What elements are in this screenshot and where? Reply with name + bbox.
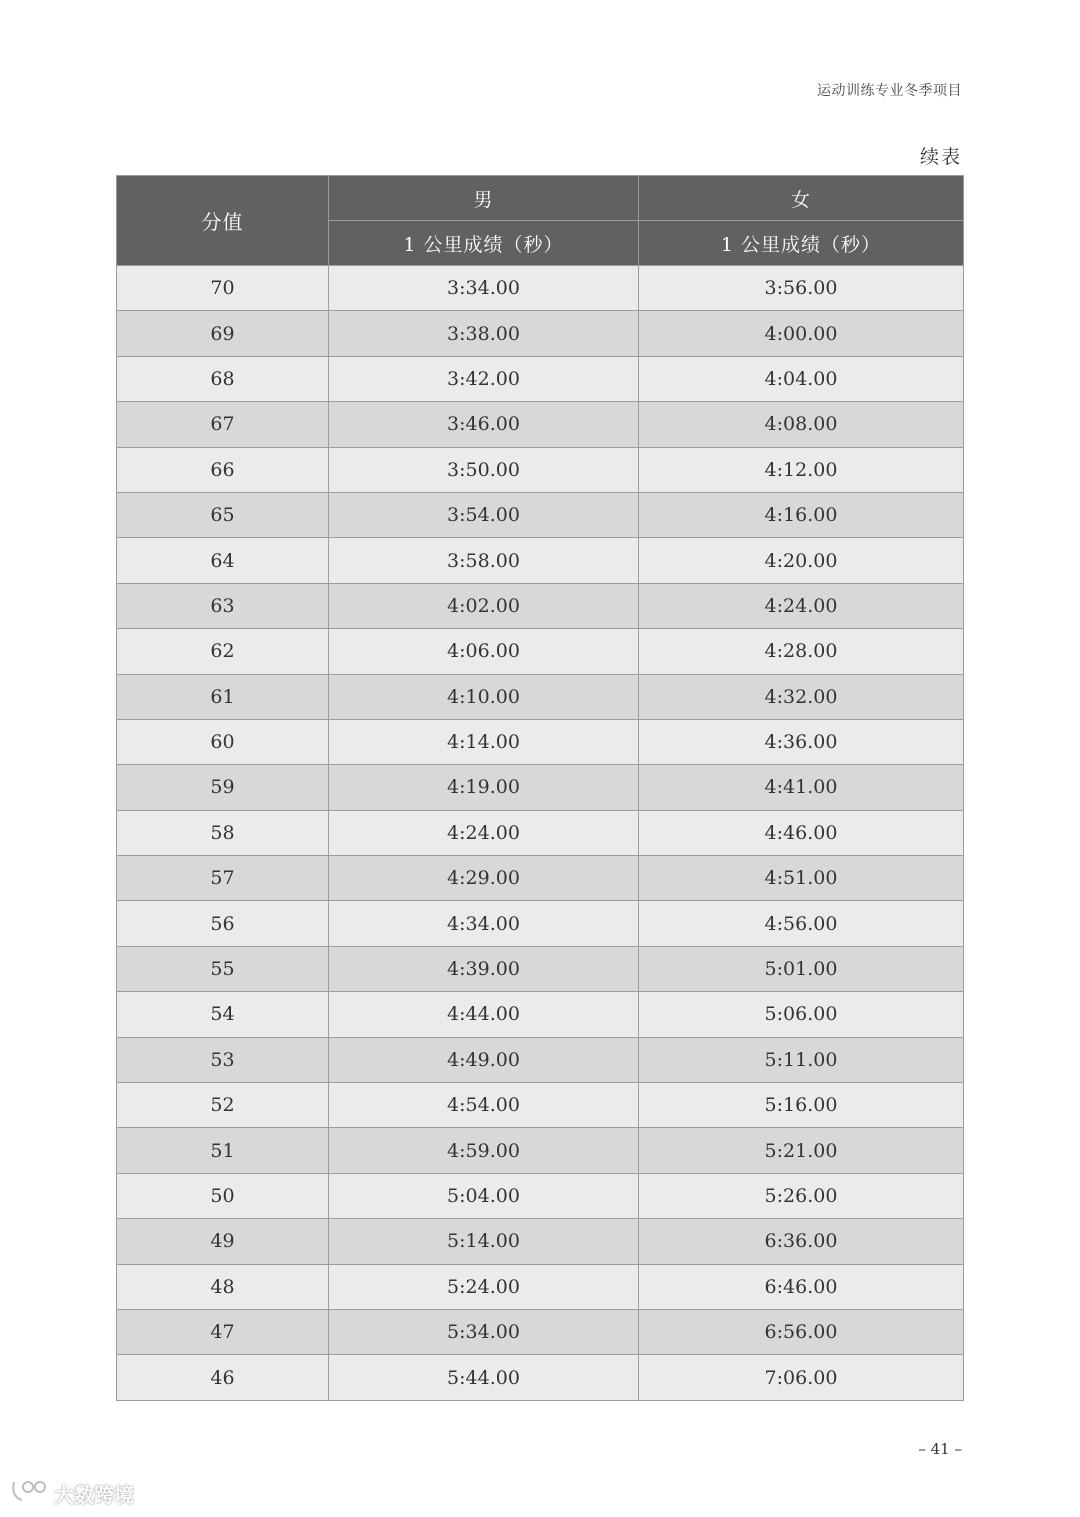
table-row: [117, 901, 964, 946]
female-time-cell: 6:36.00: [639, 1219, 964, 1264]
female-time-cell: 5:06.00: [639, 992, 964, 1037]
table-row: [117, 1173, 964, 1218]
table-row: [117, 1264, 964, 1309]
male-time-cell: 3:34.00: [329, 266, 639, 311]
score-cell: 63: [117, 583, 329, 628]
table-row: [117, 356, 964, 401]
score-cell: 70: [117, 266, 329, 311]
female-time-cell: 6:46.00: [639, 1264, 964, 1309]
score-cell: 52: [117, 1083, 329, 1128]
male-time-cell: 5:04.00: [329, 1173, 639, 1218]
table-row: [117, 629, 964, 674]
header-male: 男: [329, 176, 639, 221]
male-time-cell: 4:14.00: [329, 719, 639, 764]
male-time-cell: 4:10.00: [329, 674, 639, 719]
score-cell: 60: [117, 719, 329, 764]
male-time-cell: 4:19.00: [329, 765, 639, 810]
score-cell: 49: [117, 1219, 329, 1264]
female-time-cell: 4:56.00: [639, 901, 964, 946]
table-row: [117, 266, 964, 311]
table-body: [117, 266, 964, 1401]
running-header: 运动训练专业冬季项目: [817, 83, 962, 99]
female-time-cell: 4:41.00: [639, 765, 964, 810]
header-female: 女: [639, 176, 964, 221]
female-time-cell: 4:28.00: [639, 629, 964, 674]
header-male-metric: 1 公里成绩（秒）: [329, 221, 639, 266]
table-row: [117, 583, 964, 628]
score-cell: 59: [117, 765, 329, 810]
male-time-cell: 5:44.00: [329, 1355, 639, 1400]
continued-label: 续表: [919, 146, 962, 168]
score-cell: 69: [117, 311, 329, 356]
male-time-cell: 3:54.00: [329, 492, 639, 537]
table-row: [117, 492, 964, 537]
male-time-cell: 4:24.00: [329, 810, 639, 855]
male-time-cell: 3:38.00: [329, 311, 639, 356]
female-time-cell: 4:16.00: [639, 492, 964, 537]
table-row: [117, 719, 964, 764]
female-time-cell: 5:21.00: [639, 1128, 964, 1173]
female-time-cell: 7:06.00: [639, 1355, 964, 1400]
header-score: 分值: [117, 176, 329, 266]
score-cell: 64: [117, 538, 329, 583]
score-cell: 58: [117, 810, 329, 855]
female-time-cell: 4:36.00: [639, 719, 964, 764]
watermark-text: 大数跨境: [54, 1482, 134, 1507]
male-time-cell: 3:42.00: [329, 356, 639, 401]
score-cell: 54: [117, 992, 329, 1037]
male-time-cell: 4:06.00: [329, 629, 639, 674]
table-row: [117, 810, 964, 855]
female-time-cell: 4:46.00: [639, 810, 964, 855]
female-time-cell: 6:56.00: [639, 1309, 964, 1354]
female-time-cell: 4:32.00: [639, 674, 964, 719]
header-row: [117, 176, 964, 221]
male-time-cell: 4:59.00: [329, 1128, 639, 1173]
female-time-cell: 3:56.00: [639, 266, 964, 311]
score-cell: 47: [117, 1309, 329, 1354]
female-time-cell: 4:24.00: [639, 583, 964, 628]
male-time-cell: 4:34.00: [329, 901, 639, 946]
score-cell: 56: [117, 901, 329, 946]
score-cell: 53: [117, 1037, 329, 1082]
score-cell: 67: [117, 402, 329, 447]
female-time-cell: 4:08.00: [639, 402, 964, 447]
score-cell: 50: [117, 1173, 329, 1218]
male-time-cell: 4:54.00: [329, 1083, 639, 1128]
table-row: [117, 1219, 964, 1264]
table-row: [117, 1037, 964, 1082]
table-row: [117, 447, 964, 492]
table-row: [117, 946, 964, 991]
score-cell: 46: [117, 1355, 329, 1400]
male-time-cell: 4:44.00: [329, 992, 639, 1037]
female-time-cell: 5:26.00: [639, 1173, 964, 1218]
male-time-cell: 4:39.00: [329, 946, 639, 991]
table-row: [117, 1128, 964, 1173]
male-time-cell: 3:50.00: [329, 447, 639, 492]
male-time-cell: 4:29.00: [329, 856, 639, 901]
female-time-cell: 4:51.00: [639, 856, 964, 901]
male-time-cell: 5:34.00: [329, 1309, 639, 1354]
score-cell: 66: [117, 447, 329, 492]
score-cell: 51: [117, 1128, 329, 1173]
score-table: [116, 175, 964, 1401]
male-time-cell: 3:58.00: [329, 538, 639, 583]
score-cell: 48: [117, 1264, 329, 1309]
table-row: [117, 311, 964, 356]
page-number: – 41 –: [918, 1440, 962, 1458]
female-time-cell: 4:12.00: [639, 447, 964, 492]
table-row: [117, 538, 964, 583]
score-cell: 68: [117, 356, 329, 401]
female-time-cell: 5:11.00: [639, 1037, 964, 1082]
score-cell: 57: [117, 856, 329, 901]
female-time-cell: 4:04.00: [639, 356, 964, 401]
table-row: [117, 1083, 964, 1128]
male-time-cell: 4:02.00: [329, 583, 639, 628]
female-time-cell: 4:00.00: [639, 311, 964, 356]
table-row: [117, 1355, 964, 1400]
female-time-cell: 5:01.00: [639, 946, 964, 991]
score-cell: 55: [117, 946, 329, 991]
table-row: [117, 1309, 964, 1354]
score-cell: 65: [117, 492, 329, 537]
score-cell: 61: [117, 674, 329, 719]
female-time-cell: 4:20.00: [639, 538, 964, 583]
male-time-cell: 5:24.00: [329, 1264, 639, 1309]
watermark: [10, 1478, 134, 1508]
table-row: [117, 992, 964, 1037]
score-cell: 62: [117, 629, 329, 674]
brand-logo-icon: [10, 1478, 50, 1508]
female-time-cell: 5:16.00: [639, 1083, 964, 1128]
header-female-metric: 1 公里成绩（秒）: [639, 221, 964, 266]
table-row: [117, 674, 964, 719]
table-row: [117, 856, 964, 901]
table-row: [117, 402, 964, 447]
table-row: [117, 765, 964, 810]
male-time-cell: 4:49.00: [329, 1037, 639, 1082]
male-time-cell: 3:46.00: [329, 402, 639, 447]
male-time-cell: 5:14.00: [329, 1219, 639, 1264]
